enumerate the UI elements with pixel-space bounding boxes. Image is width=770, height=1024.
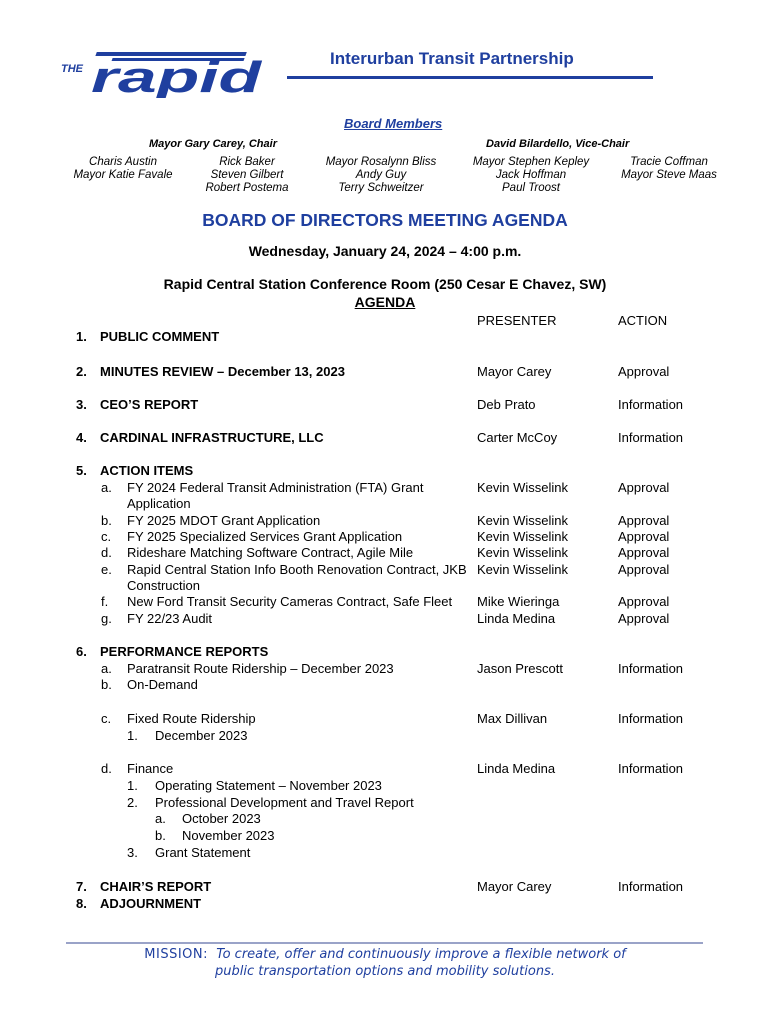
chair: Mayor Gary Carey, Chair — [149, 138, 277, 150]
presenter: Kevin Wisselink — [477, 545, 569, 560]
agenda-sub-item: Grant Statement — [155, 845, 251, 860]
agenda-sub-item: FY 2025 Specialized Services Grant Application — [127, 529, 403, 544]
org-title: Interurban Transit Partnership — [330, 49, 574, 68]
agenda-sub-item: FY 2025 MDOT Grant Application — [127, 513, 321, 528]
meeting-location: Rapid Central Station Conference Room (250 Cesar E Chavez, SW) — [163, 276, 607, 292]
board-members-title: Board Members — [344, 116, 443, 131]
members-col-1 — [68, 156, 178, 182]
action: Information — [618, 761, 684, 776]
agenda-item-title: CHAIR’S REPORT — [100, 879, 212, 894]
agenda-sub-item: Rapid Central Station Info Booth Renovation Contract, JKB — [127, 562, 467, 577]
agenda-sub-item: Paratransit Route Ridership – December 2023 — [127, 661, 394, 676]
mission-line-1: To create, offer and continuously improve a flexible network of — [216, 947, 626, 962]
presenter: Mike Wieringa — [477, 594, 560, 609]
agenda-sub-item: On-Demand — [127, 677, 198, 692]
member: Steven Gilbert — [210, 169, 284, 181]
member: Mayor Steve Maas — [621, 169, 717, 181]
agenda-sub-item: Professional Development and Travel Report — [155, 795, 414, 810]
agenda-sub-item: October 2023 — [182, 811, 261, 826]
item-number: 6. — [76, 644, 87, 659]
agenda-sub-item: November 2023 — [182, 828, 275, 843]
members-col-5 — [612, 156, 726, 182]
sub-item-letter: a. — [101, 480, 112, 495]
action: Approval — [618, 562, 670, 577]
sub-item-letter: b. — [101, 513, 112, 528]
presenter: Kevin Wisselink — [477, 529, 569, 544]
action-header: ACTION — [618, 313, 668, 328]
member: Andy Guy — [355, 169, 407, 181]
item-number: 4. — [76, 430, 87, 445]
agenda-sub-item: Finance — [127, 761, 174, 776]
action: Approval — [618, 529, 670, 544]
action: Approval — [618, 594, 670, 609]
mission-divider — [66, 942, 703, 944]
action: Approval — [618, 513, 670, 528]
action: Information — [618, 430, 684, 445]
presenter: Linda Medina — [477, 611, 556, 626]
sub-sub-letter: a. — [155, 811, 166, 826]
agenda-item-title: PERFORMANCE REPORTS — [100, 644, 269, 659]
mission-line-2: public transportation options and mobility solutions. — [215, 964, 555, 979]
vice-chair: David Bilardello, Vice-Chair — [486, 138, 630, 150]
action: Information — [618, 661, 684, 676]
agenda-item-title: ACTION ITEMS — [100, 463, 194, 478]
agenda-sub-item: New Ford Transit Security Cameras Contract, Safe Fleet — [127, 594, 453, 609]
presenter: Kevin Wisselink — [477, 562, 569, 577]
agenda-sub-item: Operating Statement – November 2023 — [155, 778, 382, 793]
agenda-sub-item: December 2023 — [155, 728, 248, 743]
agenda-item-title: ADJOURNMENT — [100, 896, 202, 911]
agenda-sub-item: Application — [127, 496, 191, 511]
sub-item-letter: d. — [101, 761, 112, 776]
item-number: 8. — [76, 896, 87, 911]
sub-item-letter: f. — [101, 594, 109, 609]
sub-sub-number: 1. — [127, 778, 138, 793]
action: Approval — [618, 480, 670, 495]
mission-label: MISSION: — [144, 947, 208, 962]
sub-sub-number: 3. — [127, 845, 138, 860]
item-number: 7. — [76, 879, 87, 894]
sub-item-letter: a. — [101, 661, 112, 676]
sub-sub-number: 1. — [127, 728, 138, 743]
action: Approval — [618, 364, 670, 379]
presenter: Carter McCoy — [477, 430, 558, 445]
the-rapid-logo — [57, 46, 267, 98]
presenter: Mayor Carey — [477, 364, 552, 379]
sub-item-letter: b. — [101, 677, 112, 692]
presenter-header: PRESENTER — [477, 313, 557, 328]
agenda-sub-item: Fixed Route Ridership — [127, 711, 256, 726]
member: Charis Austin — [89, 156, 157, 168]
members-col-2 — [191, 156, 303, 195]
sub-sub-number: 2. — [127, 795, 138, 810]
sub-item-letter: c. — [101, 711, 112, 726]
sub-sub-letter: b. — [155, 828, 166, 843]
presenter: Kevin Wisselink — [477, 480, 569, 495]
sub-item-letter: g. — [101, 611, 112, 626]
presenter: Mayor Carey — [477, 879, 552, 894]
title-underline — [287, 76, 653, 79]
presenter: Jason Prescott — [477, 661, 563, 676]
agenda-heading: AGENDA — [354, 294, 416, 310]
agenda-item-title: PUBLIC COMMENT — [100, 329, 220, 344]
member: Rick Baker — [219, 156, 275, 168]
item-number: 5. — [76, 463, 87, 478]
member: Mayor Stephen Kepley — [472, 156, 590, 168]
member: Robert Postema — [205, 182, 289, 194]
member: Terry Schweitzer — [338, 182, 424, 194]
sub-item-letter: e. — [101, 562, 112, 577]
meeting-title: BOARD OF DIRECTORS MEETING AGENDA — [202, 210, 568, 230]
members-col-3 — [318, 156, 444, 195]
presenter: Deb Prato — [477, 397, 536, 412]
item-number: 1. — [76, 329, 87, 344]
agenda-sub-item: Construction — [127, 578, 200, 593]
member: Tracie Coffman — [630, 156, 708, 168]
members-col-4 — [466, 156, 596, 195]
member: Mayor Rosalynn Bliss — [325, 156, 437, 168]
logo-rapid: rapid — [91, 53, 263, 98]
logo-the: THE — [61, 63, 83, 75]
agenda-sub-item: Rideshare Matching Software Contract, Agile Mile — [127, 545, 414, 560]
mission-statement — [0, 946, 770, 980]
presenter: Kevin Wisselink — [477, 513, 569, 528]
sub-item-letter: d. — [101, 545, 112, 560]
item-number: 2. — [76, 364, 87, 379]
action: Information — [618, 879, 684, 894]
member: Mayor Katie Favale — [73, 169, 173, 181]
agenda-sub-item: FY 2024 Federal Transit Administration (FTA) Grant — [127, 480, 424, 495]
member: Jack Hoffman — [495, 169, 567, 181]
action: Approval — [618, 611, 670, 626]
agenda-sub-item: FY 22/23 Audit — [127, 611, 213, 626]
action: Approval — [618, 545, 670, 560]
meeting-date: Wednesday, January 24, 2024 – 4:00 p.m. — [248, 243, 522, 259]
presenter: Linda Medina — [477, 761, 556, 776]
presenter: Max Dillivan — [477, 711, 548, 726]
sub-item-letter: c. — [101, 529, 112, 544]
action: Information — [618, 711, 684, 726]
agenda-item-title: MINUTES REVIEW – December 13, 2023 — [100, 364, 345, 379]
item-number: 3. — [76, 397, 87, 412]
agenda-item-title: CEO’S REPORT — [100, 397, 199, 412]
agenda-item-title: CARDINAL INFRASTRUCTURE, LLC — [100, 430, 324, 445]
member: Paul Troost — [502, 182, 560, 194]
action: Information — [618, 397, 684, 412]
